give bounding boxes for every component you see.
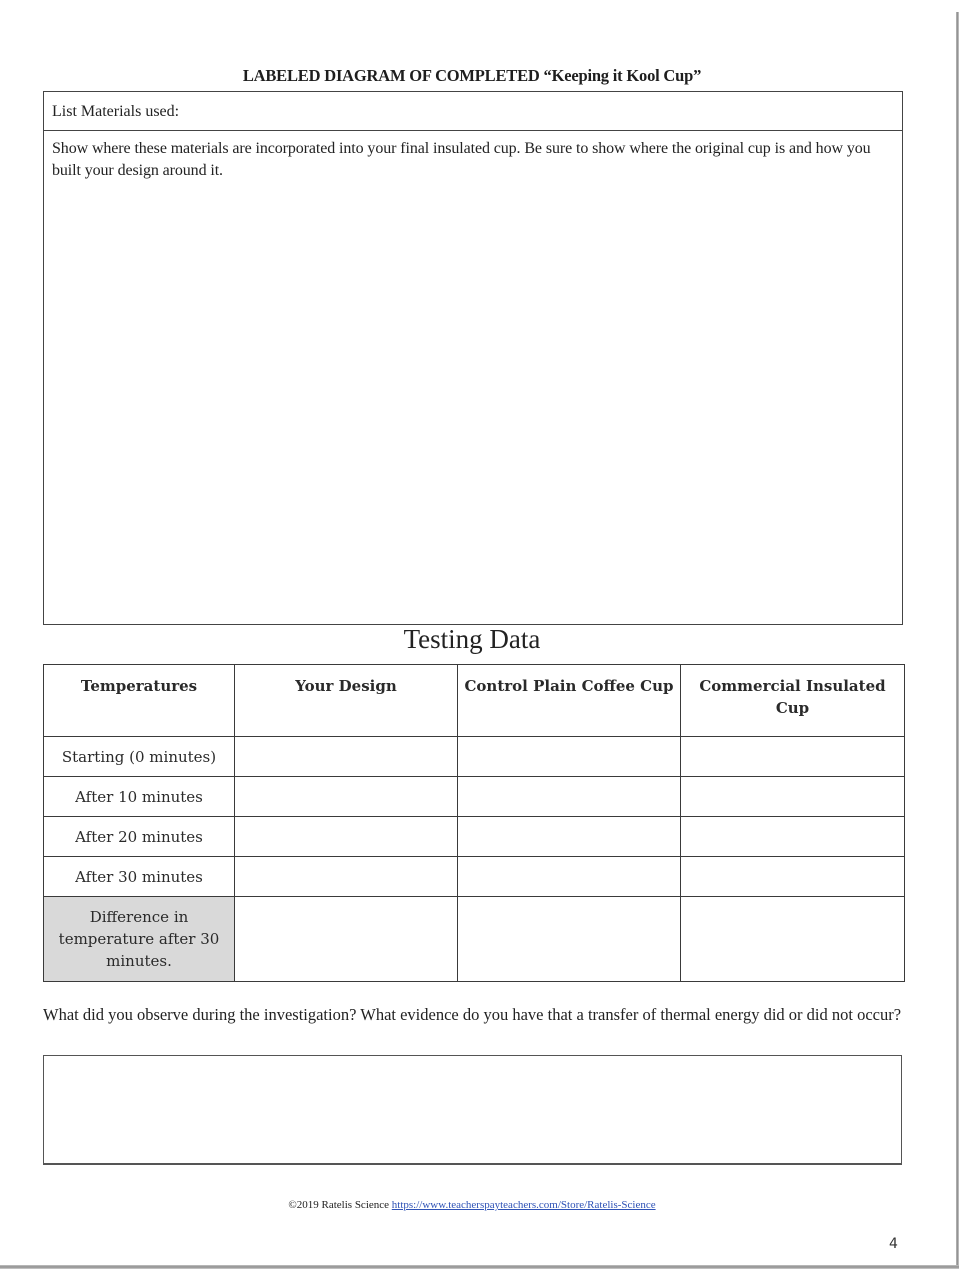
table-row (44, 817, 905, 857)
data-cell-your-design[interactable] (235, 897, 458, 982)
table-row (44, 777, 905, 817)
observation-answer-box[interactable] (43, 1055, 902, 1165)
footer (0, 1199, 944, 1211)
column-header: Your Design (235, 665, 458, 737)
page-title: LABELED DIAGRAM OF COMPLETED “Keeping it Kool Cup” (242, 66, 702, 85)
column-header: Control Plain Coffee Cup (458, 665, 681, 737)
data-cell-commercial-cup[interactable] (681, 857, 905, 897)
page-edge-bottom (0, 1265, 959, 1269)
data-cell-commercial-cup[interactable] (681, 897, 905, 982)
data-cell-commercial-cup[interactable] (681, 777, 905, 817)
copyright-text: ©2019 Ratelis Science (288, 1199, 390, 1211)
materials-field[interactable] (44, 92, 902, 131)
table-row (44, 737, 905, 777)
row-label: After 20 minutes (44, 817, 235, 857)
column-header: Temperatures (44, 665, 235, 737)
observation-question: What did you observe during the investigation? What evidence do you have that a transfer of thermal energy did or did not occur? (43, 1005, 902, 1024)
data-cell-commercial-cup[interactable] (681, 737, 905, 777)
data-cell-control-cup[interactable] (458, 897, 681, 982)
diagram-box (43, 91, 903, 625)
data-cell-control-cup[interactable] (458, 737, 681, 777)
materials-label: List Materials used: (52, 103, 180, 120)
column-header: Commercial Insulated Cup (681, 665, 905, 737)
diagram-instructions: Show where these materials are incorporated into your final insulated cup. Be sure to show where the original cup is and how you built your design around it. (52, 140, 871, 179)
store-link[interactable]: https://www.teacherspayteachers.com/Store/Ratelis-Science (391, 1199, 656, 1211)
table-header-row (44, 665, 905, 737)
page-number: 4 (889, 1236, 898, 1252)
data-cell-your-design[interactable] (235, 777, 458, 817)
page-edge-right (956, 12, 959, 1268)
section-heading-testing-data: Testing Data (403, 624, 541, 654)
data-cell-control-cup[interactable] (458, 857, 681, 897)
row-label: After 30 minutes (44, 857, 235, 897)
row-label: After 10 minutes (44, 777, 235, 817)
data-cell-control-cup[interactable] (458, 777, 681, 817)
data-cell-your-design[interactable] (235, 857, 458, 897)
data-cell-control-cup[interactable] (458, 817, 681, 857)
row-label: Starting (0 minutes) (44, 737, 235, 777)
data-cell-your-design[interactable] (235, 817, 458, 857)
data-cell-your-design[interactable] (235, 737, 458, 777)
data-cell-commercial-cup[interactable] (681, 817, 905, 857)
diagram-drawing-area[interactable] (44, 131, 902, 182)
testing-data-table (43, 664, 905, 982)
row-label: Difference in temperature after 30 minutes. (44, 897, 235, 982)
table-row-difference (44, 897, 905, 982)
table-row (44, 857, 905, 897)
